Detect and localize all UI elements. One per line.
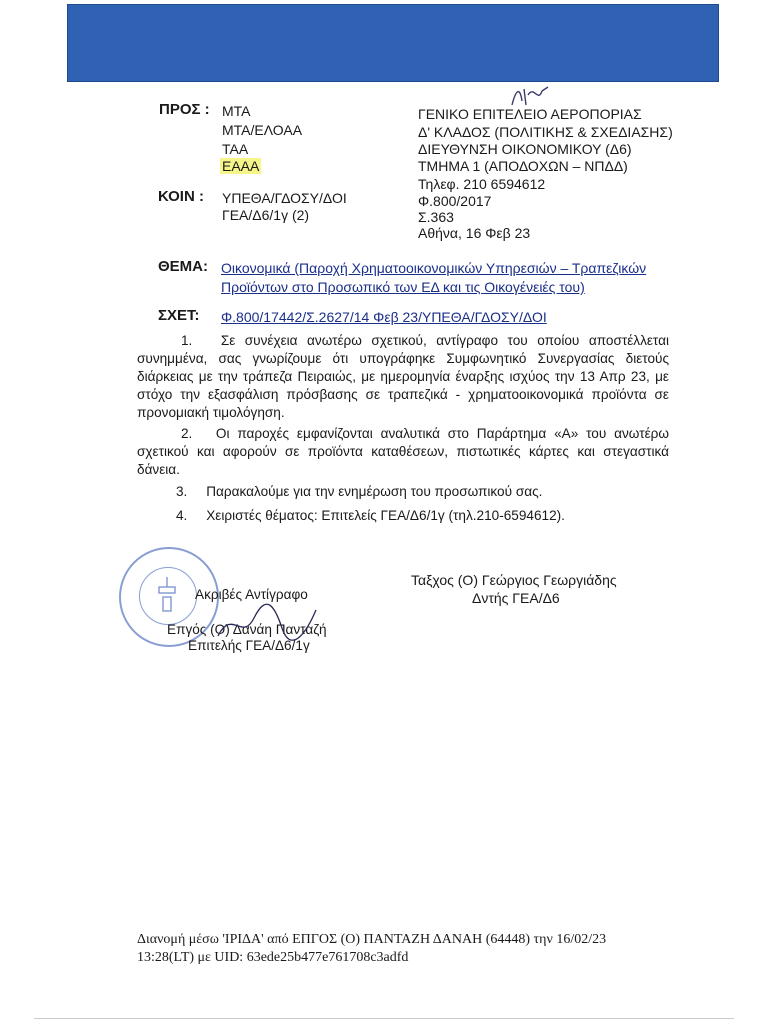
- subject-label: ΘΕΜΑ:: [158, 258, 208, 275]
- copy-signer-name: Επγός (Ο) Δανάη Πανταζή: [167, 622, 327, 637]
- signatory-title: Δντής ΓΕΑ/Δ6: [472, 590, 560, 606]
- koin-item: ΥΠΕΘΑ/ΓΔΟΣΥ/ΔΟΙ: [222, 190, 347, 206]
- signatory-name: Ταξχος (Ο) Γεώργιος Γεωργιάδης: [411, 572, 617, 588]
- paragraph-text: Σε συνέχεια ανωτέρω σχετικού, αντίγραφο του οποίου αποστέλλεται συνημμένα, σας γνωρίζουμε ότι υπογράφηκε Συμφωνητικό Συνεργασίας διετούς διάρκειας με την τράπεζα Πειραιώς, με ημερομηνία έναρξης ισχύος την 13 Απρ 23, με στόχο την εξασφάλιση πρόσβασης σε τραπεζικά - χρηματοοικονομικά προϊόντα σε προνομιακή τιμολόγηση.: [137, 333, 669, 420]
- copy-signer-title: Επιτελής ΓΕΑ/Δ6/1γ: [188, 638, 310, 653]
- koin-item: ΓΕΑ/Δ6/1γ (2): [222, 207, 310, 223]
- redaction-banner: [67, 4, 719, 82]
- paragraph-1: [137, 332, 669, 422]
- page-edge-divider: [34, 1018, 734, 1019]
- koin-label: ΚΟΙΝ :: [158, 188, 204, 205]
- subject-line: Προϊόντων στο Προσωπικό των ΕΔ και τις Οικογένειές του): [221, 279, 585, 295]
- sender-line: Φ.800/2017: [418, 193, 492, 209]
- certified-copy-text: Ακριβές Αντίγραφο: [195, 587, 308, 602]
- pros-item: ΤΑΑ: [222, 141, 249, 157]
- pros-item-highlighted: ΕΑΑΑ: [222, 158, 260, 174]
- sender-line: ΔΙΕΥΘΥΝΣΗ ΟΙΚΟΝΟΜΙΚΟΥ (Δ6): [418, 141, 632, 157]
- subject-line: Οικονομικά (Παροχή Χρηματοοικονομικών Υπηρεσιών – Τραπεζικών: [221, 260, 647, 276]
- pros-label: ΠΡΟΣ :: [159, 101, 210, 118]
- pros-item: ΜΤΑ/ΕΛΟΑΑ: [222, 122, 303, 138]
- signature-scribble-icon: [212, 598, 322, 648]
- paragraph-number: 4.: [176, 508, 188, 523]
- reference-text: Φ.800/17442/Σ.2627/14 Φεβ 23/ΥΠΕΘΑ/ΓΔΟΣΥ/ΔΟΙ: [221, 309, 547, 325]
- paragraph-number: 2.: [181, 426, 193, 441]
- paragraph-number: 3.: [176, 484, 188, 499]
- pros-item: ΜΤΑ: [222, 103, 251, 119]
- sender-line: Σ.363: [418, 209, 454, 225]
- paragraph-text: Παρακαλούμε για την ενημέρωση του προσωπικού σας.: [206, 484, 543, 499]
- distribution-note: Διανομή μέσω 'ΙΡΙΔΑ' από ΕΠΓΟΣ (Ο) ΠΑΝΤΑΖΗ ΔΑΝΑΗ (64448) την 16/02/23: [137, 932, 607, 947]
- sender-line: Αθήνα, 16 Φεβ 23: [418, 225, 531, 241]
- paragraph-text: Χειριστές θέματος: Επιτελείς ΓΕΑ/Δ6/1γ (τηλ.210-6594612).: [206, 508, 565, 523]
- paragraph-2: [137, 425, 669, 479]
- paragraph-text: Οι παροχές εμφανίζονται αναλυτικά στο Παράρτημα «Α» του ανωτέρω σχετικού και αφορούν σε προϊόντα καταθέσεων, πιστωτικές κάρτες και στεγαστικά δάνεια.: [137, 426, 669, 477]
- sender-line: ΤΜΗΜΑ 1 (ΑΠΟΔΟΧΩΝ – ΝΠΔΔ): [418, 158, 628, 174]
- sender-line: ΓΕΝΙΚΟ ΕΠΙΤΕΛΕΙΟ ΑΕΡΟΠΟΡΙΑΣ: [418, 106, 642, 122]
- paragraph-number: 1.: [181, 333, 193, 348]
- reference-label: ΣΧΕΤ:: [158, 307, 200, 324]
- handwritten-mark-icon: [508, 83, 552, 109]
- sender-line: Δ' ΚΛΑΔΟΣ (ΠΟΛΙΤΙΚΗΣ & ΣΧΕΔΙΑΣΗΣ): [418, 124, 673, 140]
- sender-line: Τηλεφ. 210 6594612: [418, 176, 546, 192]
- distribution-uid: 13:28(LT) με UID: 63ede25b477e761708c3adfd: [137, 950, 409, 965]
